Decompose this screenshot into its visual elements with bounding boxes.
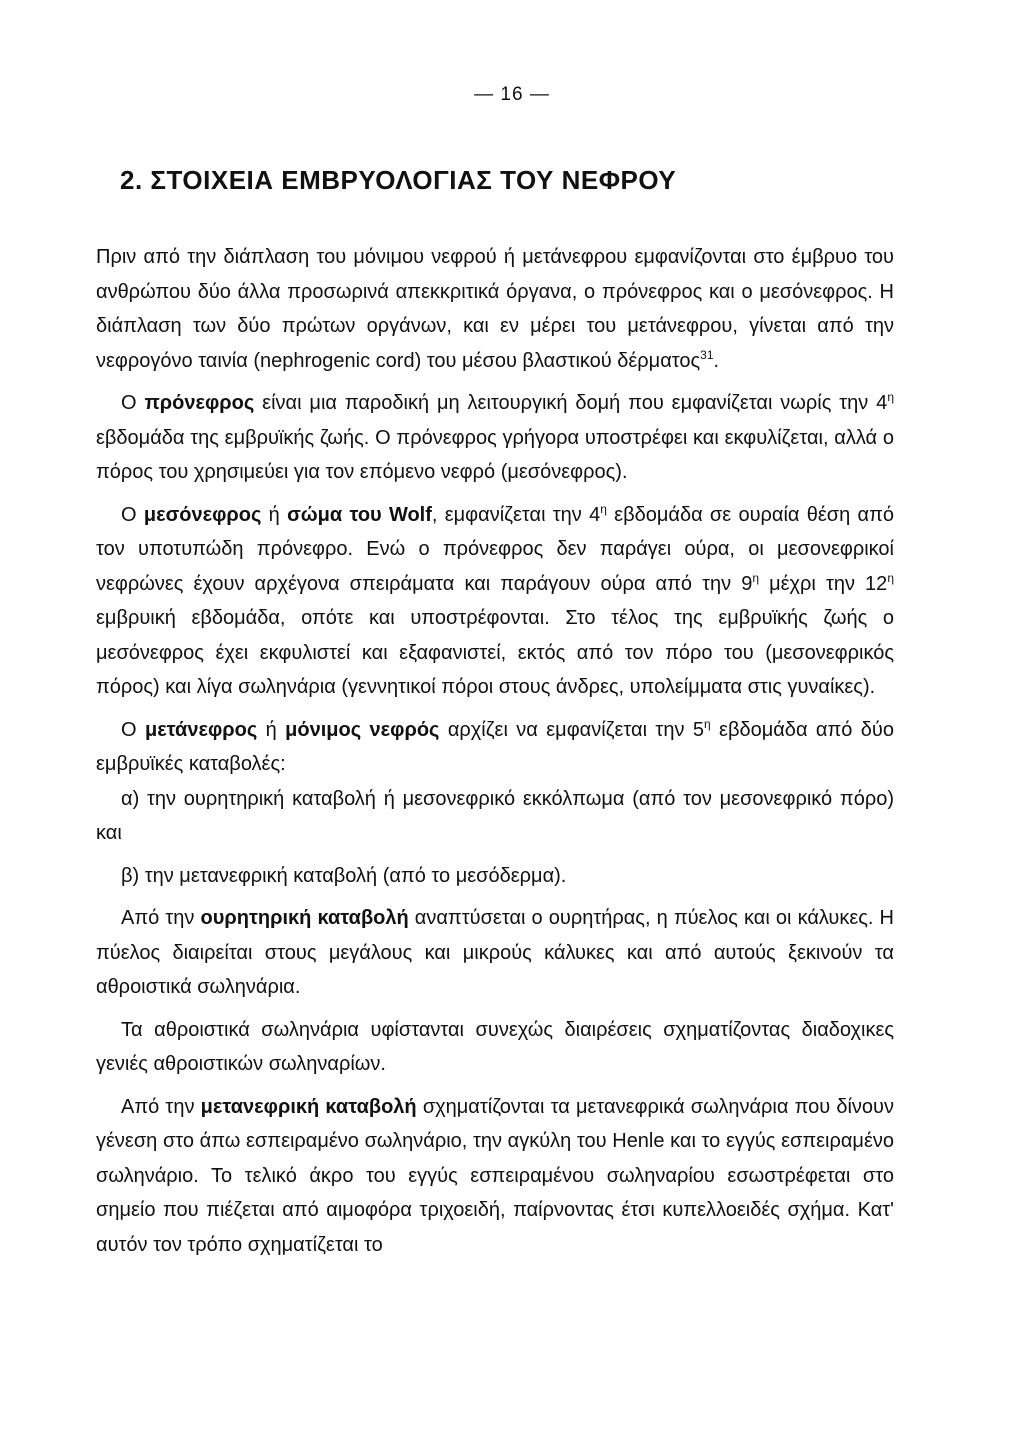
- paragraph-end: .: [713, 349, 720, 372]
- list-item-b: β) την μετανεφρική καταβολή (από το μεσόδερμα).: [121, 864, 567, 887]
- text-run: εβδομάδα από δύο εμβρυϊκές καταβολές:: [96, 718, 894, 775]
- ordinal-suffix: η: [752, 570, 760, 585]
- text-run: ή: [261, 503, 288, 526]
- text-run: Από την: [121, 1095, 201, 1118]
- bold-term: πρόνεφρος: [144, 392, 255, 414]
- bold-term: ουρητηρική καταβολή: [200, 907, 409, 929]
- text-run: Ο: [121, 392, 145, 414]
- body-text: [96, 240, 894, 1262]
- paragraph-collecting-tubules: Τα αθροιστικά σωληνάρια υφίστανται συνεχώς διαιρέσεις σχηματίζοντας διαδοχικες γενιές αθροιστικών σωληναρίων.: [96, 1018, 894, 1075]
- bold-term: σώμα του Wolf: [287, 503, 432, 526]
- paragraph-ureteric-bud: [96, 901, 894, 1005]
- section-heading: 2. ΣΤΟΙΧΕΙΑ ΕΜΒΡΥΟΛΟΓΙΑΣ ΤΟΥ ΝΕΦΡΟΥ: [120, 165, 677, 195]
- paragraph-metanephros: [96, 713, 894, 782]
- paragraph-metanephric-blastema: [96, 1090, 894, 1263]
- bold-term: μετάνεφρος: [144, 718, 258, 741]
- ordinal-suffix: η: [703, 716, 711, 731]
- paragraph-text: Πριν από την διάπλαση του μόνιμου νεφρού ή μετάνεφρου εμφανίζονται στο έμβρυο του ανθρώπου δύο άλλα προσωρινά απεκκριτικά όργανα, ο πρόνεφρος και ο μεσόνεφρος. Η διάπλαση των δύο πρώτων οργάνων, και εν μέρει του μετάνεφρου, γίνεται από την νεφρογόνο ταινία (nephrogenic cord) του μέσου βλαστικού δέρματος: [96, 246, 894, 372]
- text-run: αναπτύσεται ο ουρητήρας, η πύελος και οι κάλυκες. Η πύελος διαιρείται στους μεγάλους και μικρούς κάλυκες και από αυτούς ξεκινούν τα αθροιστικά σωληνάρια.: [96, 907, 895, 998]
- paragraph-pronephros: [96, 386, 894, 490]
- bold-term: μεσόνεφρος: [143, 503, 262, 526]
- text-run: μέχρι την 12: [759, 572, 888, 595]
- text-run: εβδομάδα σε ουραία θέση από τον υποτυπώδη πρόνεφρο. Ενώ ο πρόνεφρος δεν παράγει ούρα, οι μεσονεφρικοί νεφρώνες έχουν αρχέγονα σπειράματα και παράγουν ούρα από την 9: [96, 503, 894, 595]
- text-run: εμβρυική εβδομάδα, οπότε και υποστρέφονται. Στο τέλος της εμβρυϊκής ζωής ο μεσόνεφρος έχει εκφυλιστεί και εξαφανιστεί, εκτός από τον πόρο του (μεσονεφρικός πόρος) και λίγα σωληνάρια (γεννητικοί πόροι στους άνδρες, υπολείμματα στις γυναίκες).: [96, 607, 894, 698]
- list-item-a: α) την ουρητηρική καταβολή ή μεσονεφρικό εκκόλπωμα (από τον μεσονεφρικό πόρο) και: [96, 787, 894, 844]
- text-run: Ο: [121, 503, 144, 526]
- text-run: σχηματίζονται τα μετανεφρικά σωληνάρια που δίνουν γένεση στο άπω εσπειραμένο σωληνάριο, την αγκύλη του Henle και το εγγύς εσπειραμένο σωληνάριο. Το τελικό άκρο του εγγύς εσπειραμένου σωληναρίου εσωστρέφεται στο σημείο που πιέζεται από αιμοφόρα τριχοειδή, παίρνοντας έτσι κυπελλοειδές σχήμα. Κατ' αυτόν τον τρόπο σχηματίζεται το: [96, 1095, 894, 1256]
- bold-term: μόνιμος νεφρός: [285, 718, 440, 741]
- text-run: αρχίζει να εμφανίζεται την 5: [439, 718, 704, 741]
- text-run: Από την: [121, 907, 201, 929]
- text-run: είναι μια παροδική μη λειτουργική δομή που εμφανίζεται νωρίς την 4: [254, 392, 888, 414]
- text-run: Ο: [121, 718, 145, 741]
- text-run: εβδομάδα της εμβρυϊκής ζωής. Ο πρόνεφρος γρήγορα υποστρέφει και εκφυλίζεται, αλλά ο πόρος του χρησιμεύει για τον επόμενο νεφρό (μεσόνεφρος).: [96, 426, 894, 483]
- text-run: , εμφανίζεται την 4: [431, 503, 601, 526]
- ordinal-suffix: η: [600, 501, 607, 516]
- page-number: — 16 —: [474, 84, 550, 105]
- bold-term: μετανεφρική καταβολή: [200, 1095, 417, 1118]
- reference-number: 31: [700, 347, 714, 362]
- paragraph-intro: [96, 240, 894, 378]
- text-run: ή: [257, 718, 286, 741]
- ordinal-suffix: η: [887, 390, 894, 404]
- ordinal-suffix: η: [887, 570, 894, 585]
- paragraph-mesonephros: [96, 498, 894, 705]
